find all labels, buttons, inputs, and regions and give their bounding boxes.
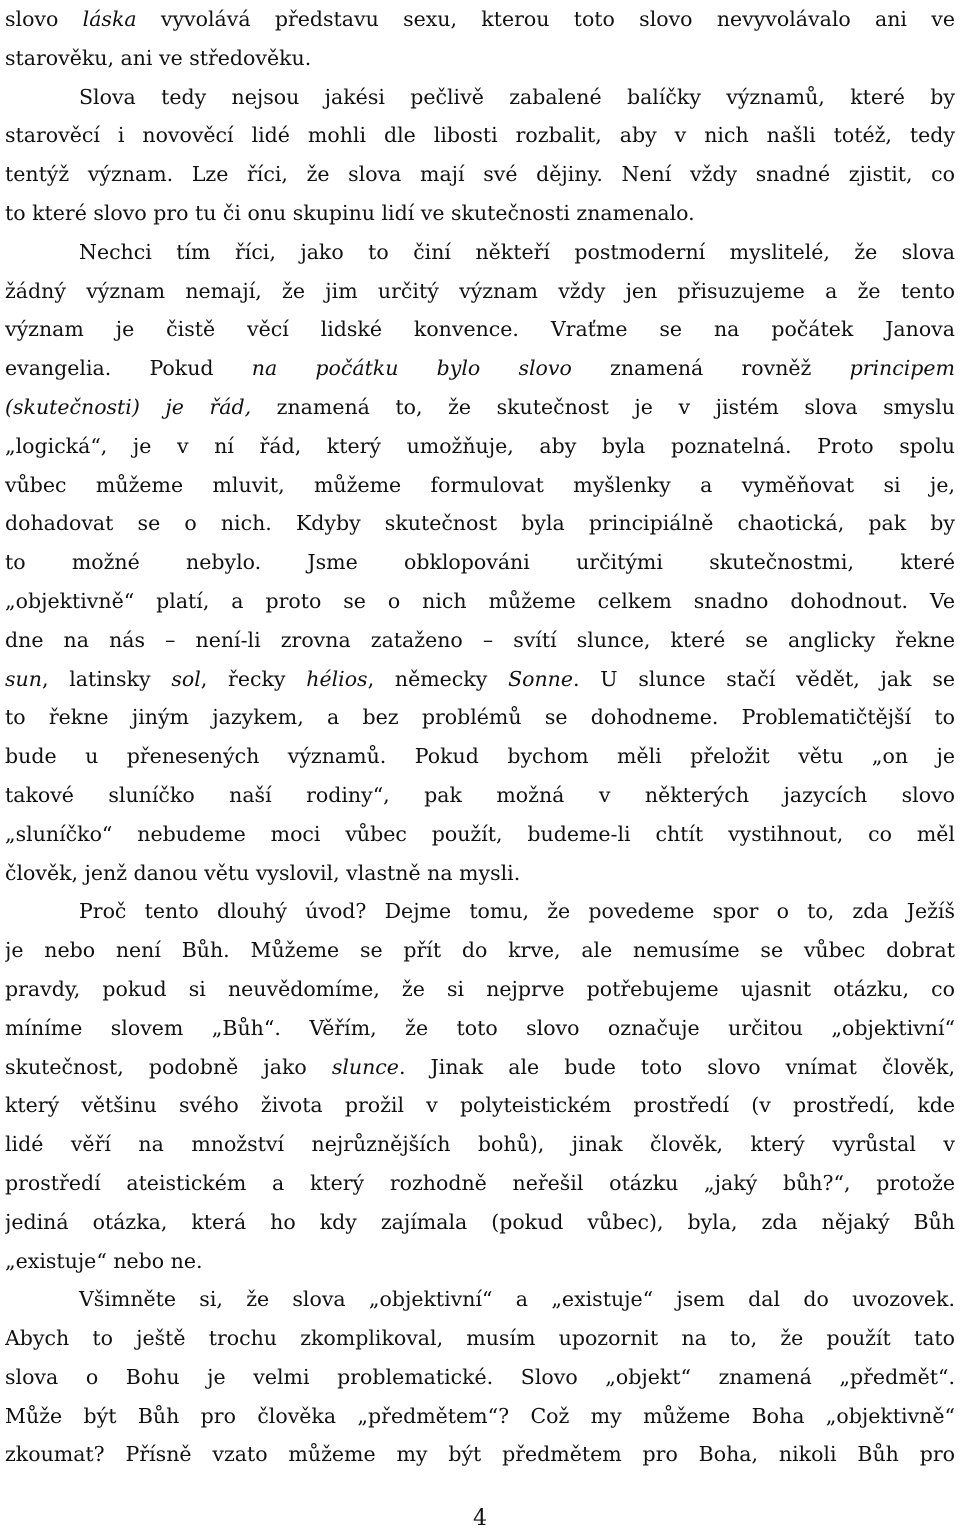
- text-run: „logická“, je v ní řád, který umožňuje, aby byla poznatelná. Proto spolu: [5, 433, 955, 458]
- document-page: [5, 0, 955, 1474]
- text-run: který většinu svého života prožil v polyteistickém prostředí (v prostředí, kde: [5, 1093, 955, 1118]
- text-run: bude u přenesených významů. Pokud bychom měli přeložit větu „on je: [5, 744, 955, 769]
- italic-text: principem: [849, 356, 955, 381]
- page-number: 4: [473, 1506, 487, 1531]
- text-line: [5, 1009, 955, 1048]
- text-run: Všimněte si, že slova „objektivní“ a „existuje“ jsem dal do uvozovek.: [79, 1287, 955, 1312]
- text-line: [5, 194, 955, 233]
- text-run: „existuje“ nebo ne.: [5, 1248, 203, 1273]
- text-line: [5, 233, 955, 272]
- italic-text: (skutečnosti) je řád,: [5, 394, 252, 419]
- body-text: [5, 0, 955, 1474]
- text-line: [5, 854, 955, 893]
- text-line: [5, 931, 955, 970]
- text-run: slova o Bohu je velmi problematické. Slovo „objekt“ znamená „předmět“.: [5, 1364, 955, 1389]
- text-line: [5, 621, 955, 660]
- text-run: to možné nebylo. Jsme obklopováni určitými skutečnostmi, které: [5, 550, 955, 575]
- text-run: , latinsky: [41, 666, 172, 691]
- text-line: [5, 892, 955, 931]
- text-run: prostředí ateistickém a který rozhodně neřešil otázku „jaký bůh?“, protože: [5, 1170, 955, 1195]
- text-line: [5, 1086, 955, 1125]
- text-line: [5, 116, 955, 155]
- text-run: , řecky: [200, 666, 307, 691]
- italic-text: slunce: [331, 1054, 399, 1079]
- text-run: skutečnost, podobně jako: [5, 1054, 332, 1079]
- text-line: [5, 39, 955, 78]
- text-run: význam je čistě věcí lidské konvence. Vraťme se na počátek Janova: [5, 317, 955, 342]
- italic-text: na počátku bylo slovo: [251, 356, 572, 381]
- text-run: Slova tedy nejsou jakési pečlivě zabalené balíčky významů, které by: [79, 84, 955, 109]
- text-run: evangelia. Pokud: [5, 356, 252, 381]
- text-run: Abych to ještě trochu zkomplikoval, musím upozornit na to, že použít tato: [5, 1326, 955, 1351]
- text-line: [5, 1435, 955, 1474]
- text-run: míníme slovem „Bůh“. Věřím, že toto slovo označuje určitou „objektivní“: [5, 1015, 955, 1040]
- text-run: „objektivně“ platí, a proto se o nich můžeme celkem snadno dohodnout. Ve: [5, 588, 955, 613]
- text-run: tentýž význam. Lze říci, že slova mají své dějiny. Není vždy snadné zjistit, co: [5, 162, 955, 187]
- text-line: [5, 427, 955, 466]
- text-run: „sluníčko“ nebudeme moci vůbec použít, budeme-li chtít vystihnout, co měl: [5, 821, 955, 846]
- text-run: dohadovat se o nich. Kdyby skutečnost byla principiálně chaotická, pak by: [5, 511, 955, 536]
- text-line: [5, 1164, 955, 1203]
- text-run: . U slunce stačí vědět, jak se: [573, 666, 955, 691]
- text-run: jediná otázka, která ho kdy zajímala (pokud vůbec), byla, zda nějaký Bůh: [5, 1209, 955, 1234]
- text-line: [5, 543, 955, 582]
- text-line: [5, 272, 955, 311]
- text-line: [5, 1280, 955, 1319]
- text-run: znamená to, že skutečnost je v jistém slova smyslu: [251, 394, 955, 419]
- text-run: , německy: [367, 666, 509, 691]
- text-line: [5, 1203, 955, 1242]
- text-line: [5, 310, 955, 349]
- text-run: starověcí i novověcí lidé mohli dle libosti rozbalit, aby v nich našli totéž, tedy: [5, 123, 955, 148]
- text-run: zkoumat? Přísně vzato můžeme my být předmětem pro Boha, nikoli Bůh pro: [5, 1442, 955, 1467]
- text-run: dne na nás – není-li zrovna zataženo – svítí slunce, které se anglicky řekne: [5, 627, 955, 652]
- text-line: [5, 1242, 955, 1281]
- text-run: Nechci tím říci, jako to činí někteří postmoderní myslitelé, že slova: [79, 239, 955, 264]
- text-line: [5, 388, 955, 427]
- text-run: lidé věří na množství nejrůznějších bohů), jinak člověk, který vyrůstal v: [5, 1132, 955, 1157]
- text-run: to které slovo pro tu či onu skupinu lidí ve skutečnosti znamenalo.: [5, 200, 695, 225]
- text-run: Může být Bůh pro člověka „předmětem“? Což my můžeme Boha „objektivně“: [5, 1403, 955, 1428]
- text-run: takové sluníčko naší rodiny“, pak možná v některých jazycích slovo: [5, 782, 955, 807]
- text-line: [5, 1358, 955, 1397]
- text-line: [5, 78, 955, 117]
- italic-text: hélios: [306, 666, 368, 691]
- text-line: [5, 504, 955, 543]
- text-run: . Jinak ale bude toto slovo vnímat člověk,: [398, 1054, 955, 1079]
- text-run: znamená rovněž: [571, 356, 850, 381]
- text-line: [5, 815, 955, 854]
- text-line: [5, 660, 955, 699]
- text-run: vůbec můžeme mluvit, můžeme formulovat myšlenky a vyměňovat si je,: [5, 472, 955, 497]
- text-line: [5, 1125, 955, 1164]
- text-line: [5, 155, 955, 194]
- text-line: [5, 776, 955, 815]
- italic-text: láska: [82, 7, 137, 31]
- text-run: starověku, ani ve středověku.: [5, 45, 312, 70]
- text-line: [5, 1319, 955, 1358]
- text-run: člověk, jenž danou větu vyslovil, vlastně na mysli.: [5, 860, 521, 885]
- text-line: [5, 1397, 955, 1436]
- text-line: [5, 698, 955, 737]
- text-run: Proč tento dlouhý úvod? Dejme tomu, že povedeme spor o to, zda Ježíš: [79, 899, 955, 924]
- text-run: slovo: [5, 7, 83, 31]
- text-line: [5, 466, 955, 505]
- text-run: pravdy, pokud si neuvědomíme, že si nejprve potřebujeme ujasnit otázku, co: [5, 976, 955, 1001]
- text-line: [5, 582, 955, 621]
- text-run: vyvolává představu sexu, kterou toto slovo nevyvolávalo ani ve: [136, 7, 955, 31]
- text-run: to řekne jiným jazykem, a bez problémů se dohodneme. Problematičtější to: [5, 705, 955, 730]
- italic-text: sun: [5, 666, 42, 691]
- text-line: [5, 1048, 955, 1087]
- italic-text: sol: [171, 666, 201, 691]
- text-line: [5, 737, 955, 776]
- text-run: žádný význam nemají, že jim určitý význam vždy jen přisuzujeme a že tento: [5, 278, 955, 303]
- text-line: [5, 0, 955, 39]
- text-line: [5, 970, 955, 1009]
- text-line: [5, 349, 955, 388]
- text-run: je nebo není Bůh. Můžeme se přít do krve, ale nemusíme se vůbec dobrat: [5, 938, 955, 963]
- italic-text: Sonne: [508, 666, 573, 691]
